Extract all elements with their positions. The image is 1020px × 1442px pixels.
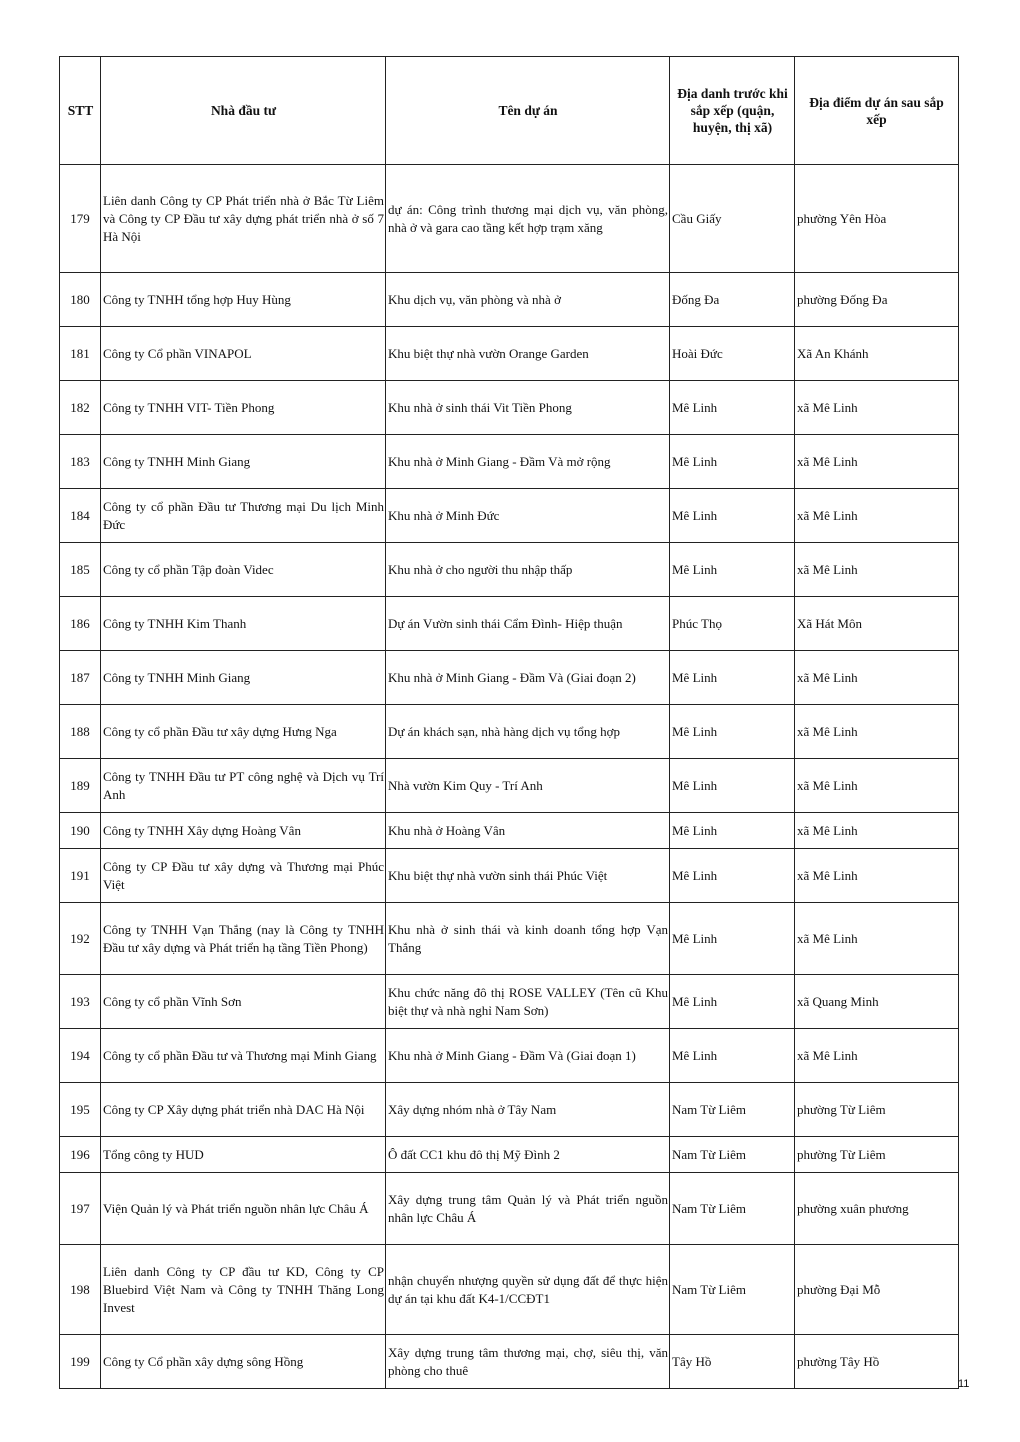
table-row	[60, 1335, 959, 1389]
project-cell: nhận chuyển nhượng quyền sử dụng đất để thực hiện dự án tại khu đất K4-1/CCĐT1	[386, 1245, 670, 1335]
stt-cell: 186	[60, 597, 101, 651]
page-number: 11	[958, 1378, 970, 1390]
project-cell: Dự án khách sạn, nhà hàng dịch vụ tổng hợp	[386, 705, 670, 759]
stt-cell: 193	[60, 975, 101, 1029]
investor-cell: Tổng công ty HUD	[101, 1137, 386, 1173]
location-after-cell: Xã An Khánh	[795, 327, 959, 381]
header-project: Tên dự án	[386, 57, 670, 165]
investor-cell: Công ty Cổ phần VINAPOL	[101, 327, 386, 381]
investor-cell: Công ty cổ phần Vĩnh Sơn	[101, 975, 386, 1029]
project-cell: Xây dựng trung tâm Quản lý và Phát triển nguồn nhân lực Châu Á	[386, 1173, 670, 1245]
project-cell: Xây dựng trung tâm thương mại, chợ, siêu thị, văn phòng cho thuê	[386, 1335, 670, 1389]
header-investor: Nhà đầu tư	[101, 57, 386, 165]
investor-cell: Công ty TNHH tổng hợp Huy Hùng	[101, 273, 386, 327]
investor-cell: Công ty cổ phần Đầu tư xây dựng Hưng Nga	[101, 705, 386, 759]
table-row	[60, 489, 959, 543]
stt-cell: 187	[60, 651, 101, 705]
location-after-cell: phường Từ Liêm	[795, 1137, 959, 1173]
location-after-cell: xã Mê Linh	[795, 435, 959, 489]
table-row	[60, 975, 959, 1029]
project-cell: dự án: Công trình thương mại dịch vụ, văn phòng, nhà ở và gara cao tầng kết hợp trạm xăng	[386, 165, 670, 273]
project-cell: Khu dịch vụ, văn phòng và nhà ở	[386, 273, 670, 327]
header-stt: STT	[60, 57, 101, 165]
location-before-cell: Mê Linh	[670, 849, 795, 903]
project-cell: Khu nhà ở Minh Đức	[386, 489, 670, 543]
location-before-cell: Mê Linh	[670, 759, 795, 813]
location-before-cell: Tây Hồ	[670, 1335, 795, 1389]
location-after-cell: phường xuân phương	[795, 1173, 959, 1245]
location-after-cell: xã Mê Linh	[795, 849, 959, 903]
stt-cell: 183	[60, 435, 101, 489]
stt-cell: 188	[60, 705, 101, 759]
location-before-cell: Mê Linh	[670, 381, 795, 435]
location-before-cell: Mê Linh	[670, 435, 795, 489]
stt-cell: 191	[60, 849, 101, 903]
location-after-cell: xã Mê Linh	[795, 759, 959, 813]
location-before-cell: Mê Linh	[670, 975, 795, 1029]
investor-cell: Công ty CP Xây dựng phát triển nhà DAC Hà Nội	[101, 1083, 386, 1137]
location-before-cell: Cầu Giấy	[670, 165, 795, 273]
stt-cell: 196	[60, 1137, 101, 1173]
project-cell: Khu nhà ở Minh Giang - Đầm Và mở rộng	[386, 435, 670, 489]
investor-cell: Công ty cổ phần Đầu tư và Thương mại Minh Giang	[101, 1029, 386, 1083]
table-row	[60, 813, 959, 849]
location-after-cell: xã Mê Linh	[795, 651, 959, 705]
location-after-cell: xã Mê Linh	[795, 813, 959, 849]
location-after-cell: phường Từ Liêm	[795, 1083, 959, 1137]
table-row	[60, 273, 959, 327]
location-before-cell: Nam Từ Liêm	[670, 1245, 795, 1335]
project-cell: Khu nhà ở Minh Giang - Đầm Và (Giai đoạn 2)	[386, 651, 670, 705]
project-cell: Khu nhà ở Hoàng Vân	[386, 813, 670, 849]
table-row	[60, 1029, 959, 1083]
table-row	[60, 543, 959, 597]
location-after-cell: xã Mê Linh	[795, 903, 959, 975]
investor-cell: Công ty cổ phần Đầu tư Thương mại Du lịch Minh Đức	[101, 489, 386, 543]
project-cell: Ô đất CC1 khu đô thị Mỹ Đình 2	[386, 1137, 670, 1173]
location-after-cell: phường Đại Mỗ	[795, 1245, 959, 1335]
project-cell: Nhà vườn Kim Quy - Trí Anh	[386, 759, 670, 813]
location-after-cell: phường Tây Hồ	[795, 1335, 959, 1389]
project-cell: Dự án Vườn sinh thái Cẩm Đình- Hiệp thuận	[386, 597, 670, 651]
stt-cell: 190	[60, 813, 101, 849]
table-row	[60, 165, 959, 273]
table-row	[60, 597, 959, 651]
table-row	[60, 1173, 959, 1245]
table-body	[60, 165, 959, 1389]
location-before-cell: Mê Linh	[670, 813, 795, 849]
investor-cell: Liên danh Công ty CP đầu tư KD, Công ty CP Bluebird Việt Nam và Công ty TNHH Thăng Long Invest	[101, 1245, 386, 1335]
project-cell: Khu nhà ở Minh Giang - Đầm Và (Giai đoạn 1)	[386, 1029, 670, 1083]
stt-cell: 179	[60, 165, 101, 273]
stt-cell: 192	[60, 903, 101, 975]
stt-cell: 195	[60, 1083, 101, 1137]
projects-table	[59, 56, 959, 1389]
header-location-before: Địa danh trước khi sắp xếp (quận, huyện, thị xã)	[670, 57, 795, 165]
investor-cell: Công ty TNHH Kim Thanh	[101, 597, 386, 651]
location-after-cell: xã Quang Minh	[795, 975, 959, 1029]
project-cell: Xây dựng nhóm nhà ở Tây Nam	[386, 1083, 670, 1137]
investor-cell: Công ty TNHH Minh Giang	[101, 435, 386, 489]
location-before-cell: Mê Linh	[670, 651, 795, 705]
project-cell: Khu biệt thự nhà vườn sinh thái Phúc Việt	[386, 849, 670, 903]
location-after-cell: phường Yên Hòa	[795, 165, 959, 273]
location-before-cell: Mê Linh	[670, 705, 795, 759]
location-before-cell: Nam Từ Liêm	[670, 1173, 795, 1245]
table-row	[60, 849, 959, 903]
location-after-cell: xã Mê Linh	[795, 705, 959, 759]
investor-cell: Công ty Cổ phần xây dựng sông Hồng	[101, 1335, 386, 1389]
project-cell: Khu nhà ở sinh thái Vit Tiền Phong	[386, 381, 670, 435]
stt-cell: 199	[60, 1335, 101, 1389]
location-before-cell: Mê Linh	[670, 489, 795, 543]
investor-cell: Công ty CP Đầu tư xây dựng và Thương mại Phúc Việt	[101, 849, 386, 903]
project-cell: Khu nhà ở sinh thái và kinh doanh tổng hợp Vạn Thắng	[386, 903, 670, 975]
location-after-cell: xã Mê Linh	[795, 1029, 959, 1083]
table-row	[60, 327, 959, 381]
project-cell: Khu chức năng đô thị ROSE VALLEY (Tên cũ Khu biệt thự và nhà nghỉ Nam Sơn)	[386, 975, 670, 1029]
location-before-cell: Hoài Đức	[670, 327, 795, 381]
stt-cell: 180	[60, 273, 101, 327]
location-before-cell: Nam Từ Liêm	[670, 1083, 795, 1137]
header-location-after: Địa điểm dự án sau sắp xếp	[795, 57, 959, 165]
table-row	[60, 759, 959, 813]
location-after-cell: Xã Hát Môn	[795, 597, 959, 651]
table-row	[60, 1245, 959, 1335]
investor-cell: Công ty TNHH VIT- Tiền Phong	[101, 381, 386, 435]
location-before-cell: Nam Từ Liêm	[670, 1137, 795, 1173]
header-row	[60, 57, 959, 165]
stt-cell: 184	[60, 489, 101, 543]
project-cell: Khu biệt thự nhà vườn Orange Garden	[386, 327, 670, 381]
table-row	[60, 381, 959, 435]
table-row	[60, 1137, 959, 1173]
location-after-cell: phường Đống Đa	[795, 273, 959, 327]
investor-cell: Liên danh Công ty CP Phát triển nhà ở Bắc Từ Liêm và Công ty CP Đầu tư xây dựng phát triển nhà ở số 7 Hà Nội	[101, 165, 386, 273]
table-row	[60, 903, 959, 975]
investor-cell: Công ty cổ phần Tập đoàn Videc	[101, 543, 386, 597]
location-after-cell: xã Mê Linh	[795, 381, 959, 435]
location-before-cell: Phúc Thọ	[670, 597, 795, 651]
location-after-cell: xã Mê Linh	[795, 543, 959, 597]
table-row	[60, 651, 959, 705]
stt-cell: 198	[60, 1245, 101, 1335]
stt-cell: 185	[60, 543, 101, 597]
location-after-cell: xã Mê Linh	[795, 489, 959, 543]
location-before-cell: Mê Linh	[670, 543, 795, 597]
stt-cell: 181	[60, 327, 101, 381]
location-before-cell: Đống Đa	[670, 273, 795, 327]
stt-cell: 182	[60, 381, 101, 435]
table-row	[60, 705, 959, 759]
table-row	[60, 435, 959, 489]
stt-cell: 194	[60, 1029, 101, 1083]
stt-cell: 189	[60, 759, 101, 813]
investor-cell: Công ty TNHH Đầu tư PT công nghệ và Dịch vụ Trí Anh	[101, 759, 386, 813]
location-before-cell: Mê Linh	[670, 903, 795, 975]
stt-cell: 197	[60, 1173, 101, 1245]
project-cell: Khu nhà ở cho người thu nhập thấp	[386, 543, 670, 597]
investor-cell: Công ty TNHH Xây dựng Hoàng Vân	[101, 813, 386, 849]
location-before-cell: Mê Linh	[670, 1029, 795, 1083]
table-row	[60, 1083, 959, 1137]
investor-cell: Viện Quản lý và Phát triển nguồn nhân lực Châu Á	[101, 1173, 386, 1245]
investor-cell: Công ty TNHH Vạn Thắng (nay là Công ty TNHH Đầu tư xây dựng và Phát triển hạ tầng Tiền Phong)	[101, 903, 386, 975]
investor-cell: Công ty TNHH Minh Giang	[101, 651, 386, 705]
